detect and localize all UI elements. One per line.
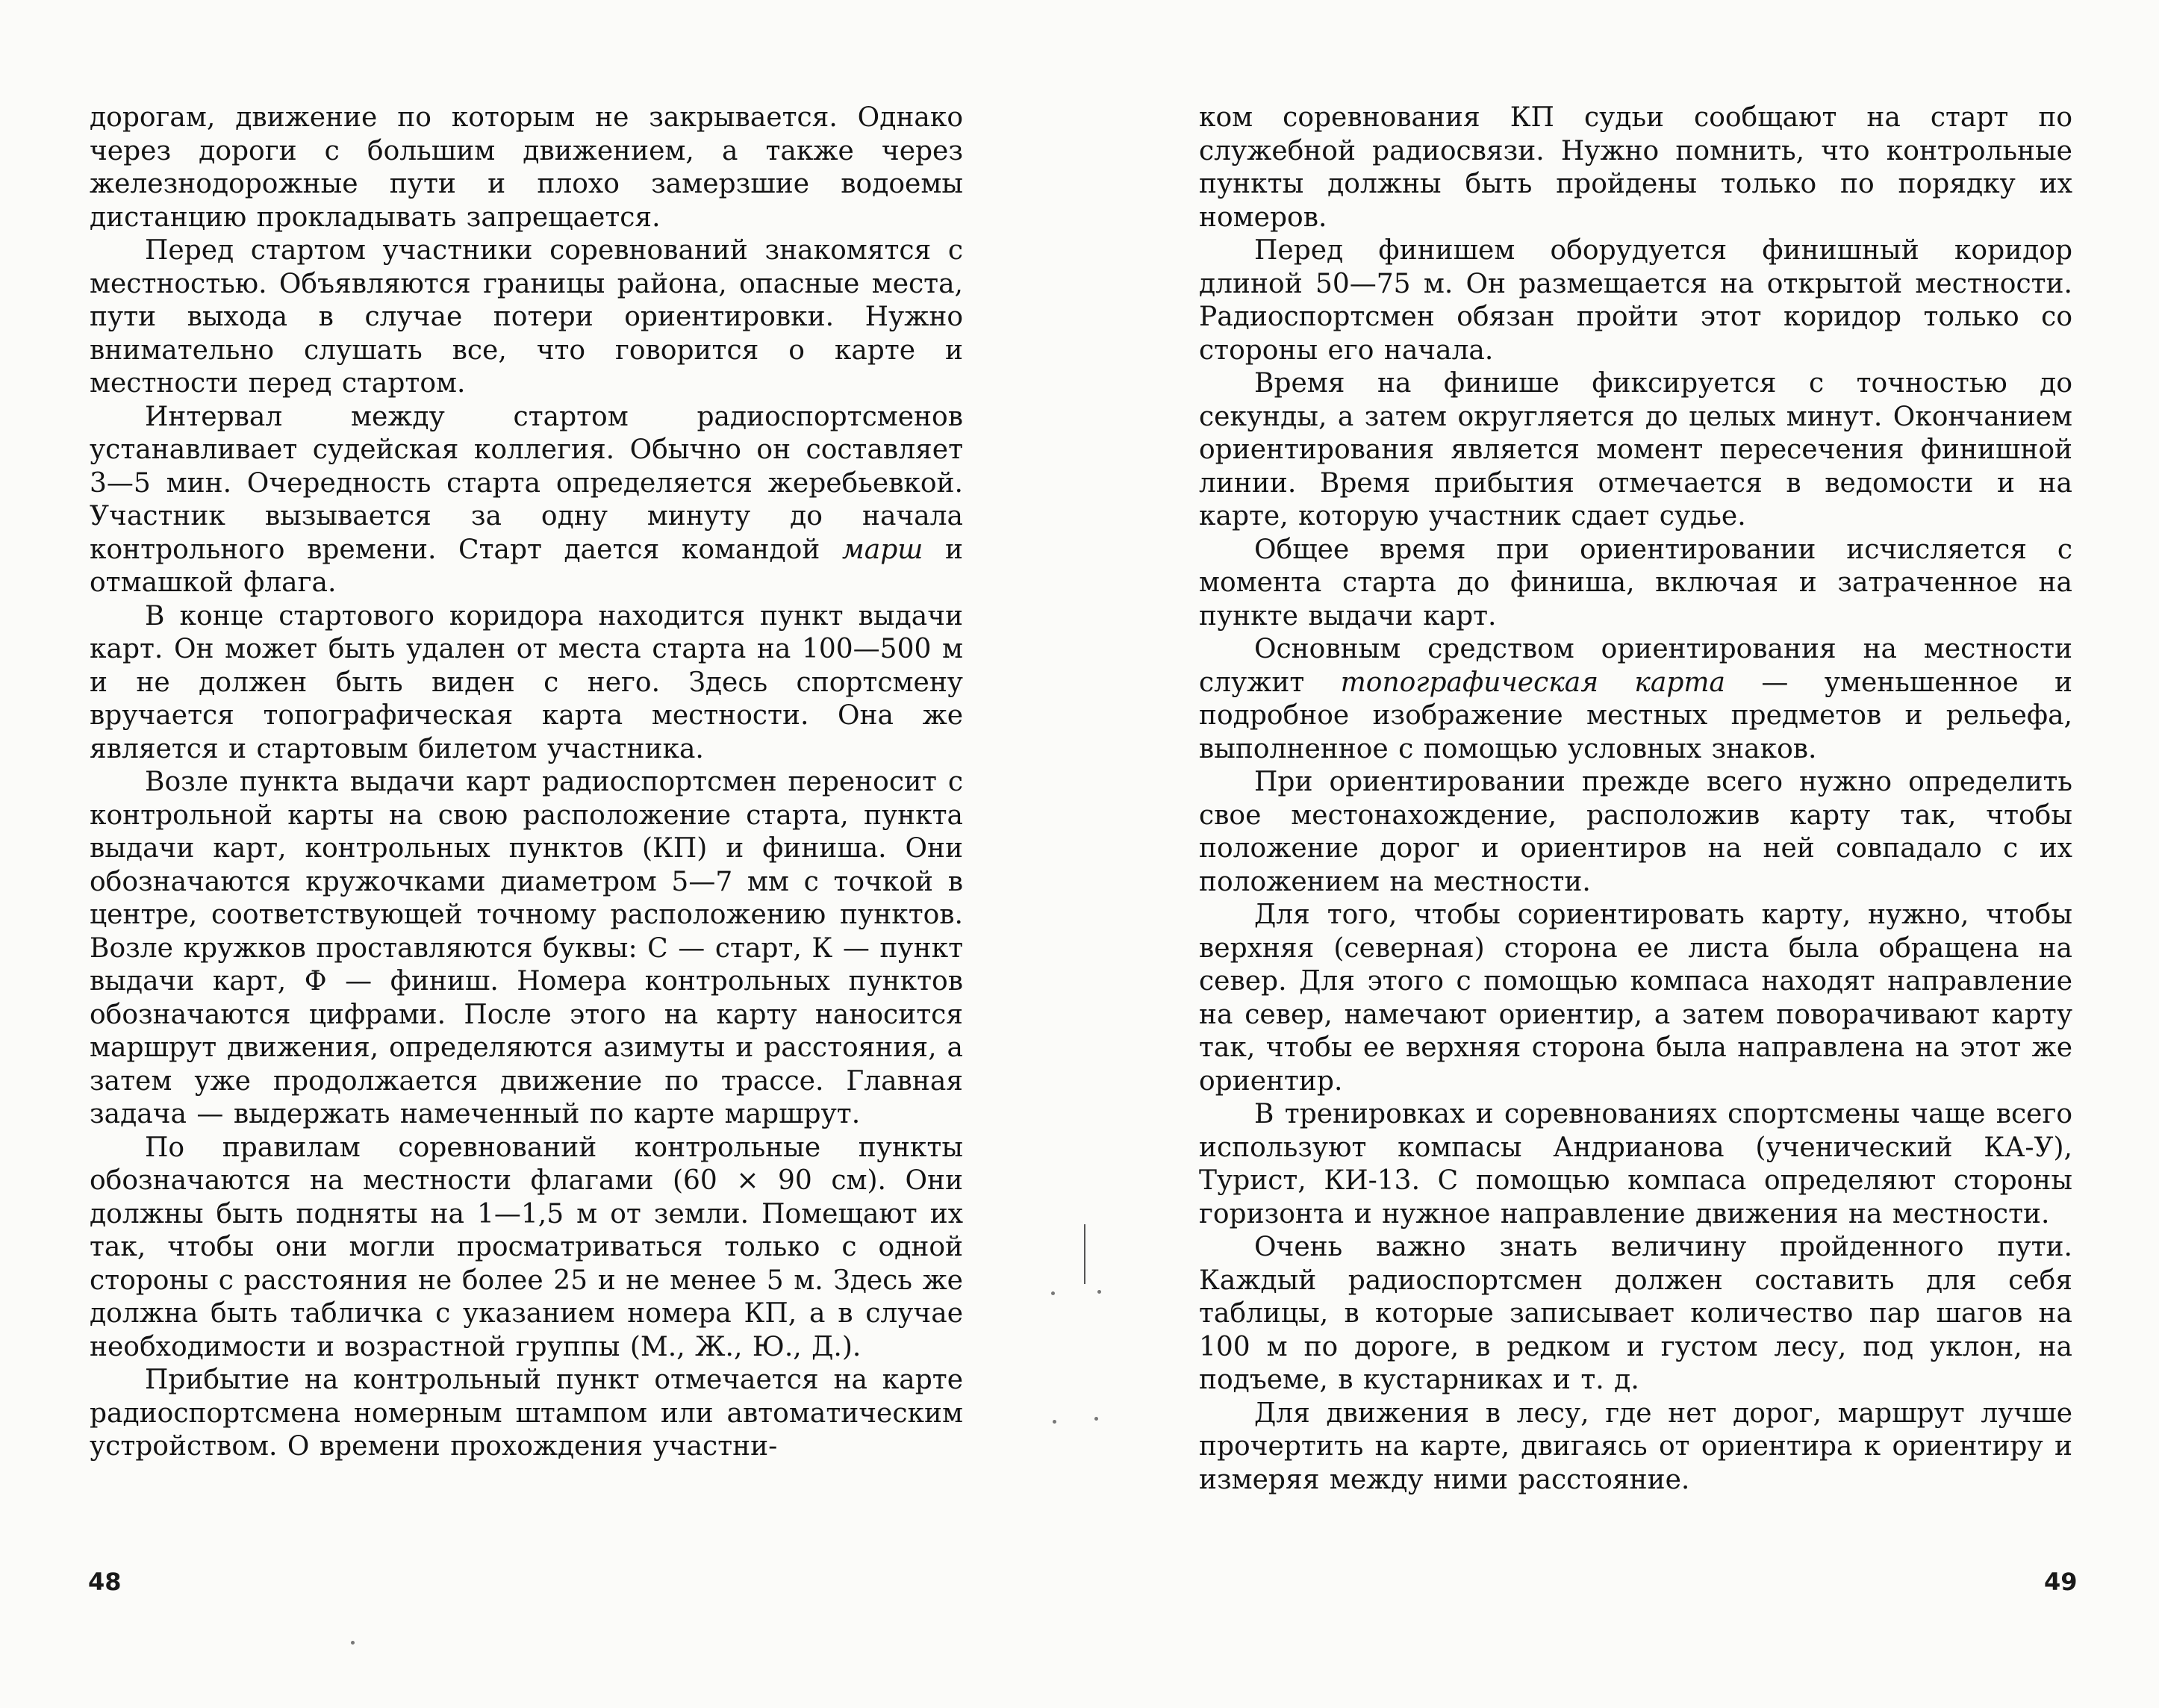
paragraph: Прибытие на контрольный пункт отмечается на карте радиоспортсмена номерным штампом или автоматическим устройством. О времени прохождения участни-	[90, 1365, 963, 1462]
paragraph: ком соревнования КП судьи сообщают на старт по служебной радиосвязи. Нужно помнить, что контрольные пункты должны быть пройдены только по порядку их номеров.	[1199, 102, 2072, 233]
italic-term: топографическая карта	[1340, 667, 1726, 698]
paragraph: Перед финишем оборудуется финишный коридор длиной 50—75 м. Он размещается на открытой местности. Радиоспортсмен обязан пройти этот коридор только со стороны его начала.	[1199, 235, 2072, 366]
paragraph	[90, 401, 963, 600]
page-number: 48	[88, 1568, 122, 1596]
right-page	[1199, 102, 2072, 1497]
paragraph: дорогам, движение по которым не закрывается. Однако через дороги с большим движением, а также через железнодорожные пути и плохо замерзшие водоемы дистанцию прокладывать запрещается.	[90, 102, 963, 233]
print-speck	[1053, 1420, 1056, 1424]
paragraph: По правилам соревнований контрольные пункты обозначаются на местности флагами (60 × 90 см). Они должны быть подняты на 1—1,5 м от земли. Помещают их так, чтобы они могли просматриваться только с одной стороны с расстояния не более 25 и не менее 5 м. Здесь же должна быть табличка с указанием номера КП, а в случае необходимости и возрастной группы (М., Ж., Ю., Д.).	[90, 1132, 963, 1362]
paragraph-text: Интервал между стартом радиоспортсменов устанавливает судейская коллегия. Обычно он составляет 3—5 мин. Очередность старта определяется жеребьевкой. Участник вызывается за одну минуту до начала контрольного времени. Старт дается командой	[90, 401, 963, 565]
print-speck	[1097, 1290, 1101, 1294]
paragraph: В конце стартового коридора находится пункт выдачи карт. Он может быть удален от места старта на 100—500 м и не должен быть виден с него. Здесь спортсмену вручается топографическая карта местности. Она же является и стартовым билетом участника.	[90, 600, 963, 764]
paragraph: В тренировках и соревнованиях спортсмены чаще всего используют компасы Андрианова (ученический КА-У), Турист, КИ-13. С помощью компаса определяют стороны горизонта и нужное направление движения на местности.	[1199, 1099, 2072, 1229]
page-number: 49	[2044, 1568, 2078, 1596]
paragraph-text: Основным средством ориентирования на местности служит	[1199, 634, 2072, 698]
paragraph	[1199, 633, 2072, 766]
print-speck	[1051, 1291, 1055, 1295]
paragraph: Очень важно знать величину пройденного пути. Каждый радиоспортсмен должен составить для себя таблицы, в которые записывает количество пар шагов на 100 м по дороге, в редком и густом лесу, под уклон, на подъеме, в кустарниках и т. д.	[1199, 1232, 2072, 1395]
paragraph: Перед стартом участники соревнований знакомятся с местностью. Объявляются границы района, опасные места, пути выхода в случае потери ориентировки. Нужно внимательно слушать все, что говорится о карте и местности перед стартом.	[90, 235, 963, 399]
paragraph: При ориентировании прежде всего нужно определить свое местонахождение, расположив карту так, чтобы положение дорог и ориентиров на ней совпадало с их положением на местности.	[1199, 767, 2072, 897]
print-speck	[351, 1641, 355, 1645]
paragraph: Для движения в лесу, где нет дорог, маршрут лучше прочертить на карте, двигаясь от ориентира к ориентиру и измеряя между ними расстояние.	[1199, 1397, 2072, 1495]
paragraph: Время на финише фиксируется с точностью до секунды, а затем округляется до целых минут. Окончанием ориентирования является момент пересечения финишной линии. Время прибытия отмечается в ведомости и на карте, которую участник сдает судье.	[1199, 368, 2072, 532]
paragraph-text: — уменьшенное и подробное изображение местных предметов и рельефа, выполненное с помощью условных знаков.	[1199, 667, 2072, 764]
paragraph: Для того, чтобы сориентировать карту, нужно, чтобы верхняя (северная) сторона ее листа была обращена на север. Для этого с помощью компаса находят направление на север, намечают ориентир, а затем поворачивают карту так, чтобы ее верхняя сторона была направлена на этот же ориентир.	[1199, 900, 2072, 1097]
page-fold-mark	[1084, 1224, 1085, 1284]
italic-term: марш	[841, 534, 923, 565]
paragraph: Возле пункта выдачи карт радиоспортсмен переносит с контрольной карты на свою расположение старта, пункта выдачи карт, контрольных пунктов (КП) и финиша. Они обозначаются кружочками диаметром 5—7 мм с точкой в центре, соответствующей точному расположению пунктов. Возле кружков проставляются буквы: С — старт, К — пункт выдачи карт, Ф — финиш. Номера контрольных пунктов обозначаются цифрами. После этого на карту наносится маршрут движения, определяются азимуты и расстояния, а затем уже продолжается движение по трассе. Главная задача — выдержать намеченный по карте маршрут.	[90, 767, 963, 1129]
paragraph: Общее время при ориентировании исчисляется с момента старта до финиша, включая и затраченное на пункте выдачи карт.	[1199, 534, 2072, 632]
paragraph-text: и отмашкой флага.	[90, 534, 963, 598]
print-speck	[1094, 1417, 1098, 1421]
left-page	[90, 102, 963, 1464]
